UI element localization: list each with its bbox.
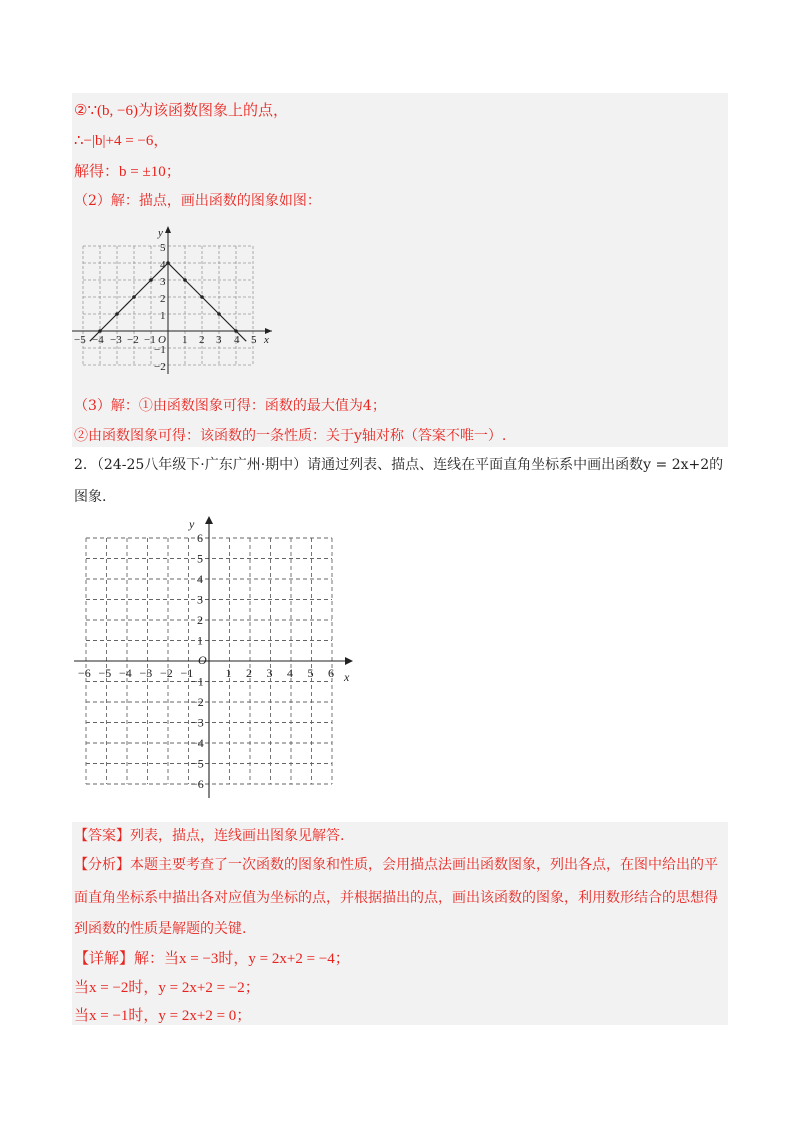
- y-tick-label: 6: [197, 531, 203, 545]
- y-tick-label: 5: [160, 242, 166, 254]
- analysis-tag: 【分析】: [74, 857, 130, 873]
- x-tick-label: −6: [78, 666, 91, 680]
- plot-point: [115, 312, 119, 316]
- origin-label: O: [158, 334, 166, 346]
- y-axis-label: y: [189, 517, 195, 531]
- plot-point: [183, 278, 187, 282]
- y-tick-label: −1: [154, 344, 166, 356]
- y-tick-label: 4: [197, 572, 203, 586]
- y-axis-label: y: [158, 227, 163, 239]
- y-tick-label: 4: [160, 259, 166, 271]
- y-tick-label: −5: [191, 756, 204, 771]
- y-tick-label: −2: [154, 361, 166, 373]
- x-tick-label: −1: [144, 334, 156, 346]
- analysis-line-3: 到函数的性质是解题的关键.: [74, 921, 247, 937]
- y-tick-label: −2: [191, 695, 204, 709]
- plot-point: [98, 329, 102, 333]
- solution-line-6: ②由函数图象可得：该函数的一条性质：关于y轴对称（答案不唯一）.: [74, 428, 507, 444]
- y-tick-label: 2: [160, 293, 166, 305]
- solution-line-3: 解得：b = ±10；: [74, 164, 181, 180]
- solution-line-4: （2）解：描点，画出函数的图象如图：: [74, 193, 321, 209]
- detail-line-3: 当x = −1时，y = 2x+2 = 0；: [74, 1008, 252, 1024]
- y-tick-label: 3: [160, 276, 166, 288]
- x-axis-label: x: [344, 670, 350, 684]
- plot-point: [132, 295, 136, 299]
- x-tick-label: 6: [328, 666, 334, 680]
- y-tick-label: −1: [191, 674, 204, 689]
- x-tick-label: −5: [74, 334, 86, 346]
- plot-point: [234, 329, 238, 333]
- x-tick-label: 4: [287, 666, 293, 680]
- x-tick-label: −3: [110, 334, 122, 346]
- x-tick-label: 1: [182, 334, 188, 346]
- y-tick-label: 5: [197, 551, 203, 566]
- answer-text: 列表，描点，连线画出图象见解答.: [130, 828, 345, 844]
- x-axis-arrow: [345, 657, 353, 665]
- y-axis-arrow: [165, 226, 171, 233]
- question-2-line-2: 图象.: [74, 489, 107, 505]
- y-tick-label: 2: [197, 613, 203, 627]
- x-tick-label: 3: [216, 334, 222, 346]
- x-tick-label: −2: [127, 334, 139, 346]
- x-tick-label: −5: [98, 666, 112, 680]
- plot-point: [166, 261, 170, 265]
- y-tick-label: 1: [197, 633, 203, 648]
- question-2-line-1: 2．（24-25八年级下·广东广州·期中）请通过列表、描点、连线在平面直角坐标系中画出函数y = 2x+2的: [74, 457, 724, 473]
- plot-point: [217, 312, 221, 316]
- y-tick-label: 3: [197, 592, 203, 607]
- detail-text-1: 解：当x = −3时，y = 2x+2 = −4；: [134, 951, 350, 967]
- function-graph-1: [66, 222, 286, 382]
- x-tick-label: 2: [199, 334, 205, 346]
- y-tick-label: −3: [191, 715, 204, 730]
- solution-line-5: （3）解：①由函数图象可得：函数的最大值为4；: [74, 398, 386, 414]
- x-tick-label: −2: [160, 666, 173, 680]
- answer-line: [74, 826, 344, 846]
- x-tick-label: 5: [251, 334, 257, 346]
- analysis-line-1: [74, 855, 718, 875]
- x-tick-label: 4: [234, 334, 240, 346]
- detail-line-2: 当x = −2时，y = 2x+2 = −2；: [74, 980, 260, 996]
- x-tick-label: 2: [246, 666, 252, 680]
- x-tick-label: −4: [119, 666, 132, 680]
- y-tick-label: 1: [160, 310, 166, 322]
- plot-point: [200, 295, 204, 299]
- solution-line-2: ∴−|b|+4 = −6，: [74, 133, 169, 149]
- x-tick-label: 1: [225, 666, 232, 680]
- analysis-line-2: 面直角坐标系中描出各对应值为坐标的点，并根据描出的点，画出该函数的图象，利用数形结合的思想得: [74, 890, 718, 906]
- x-tick-label: −4: [92, 334, 104, 346]
- x-tick-label: −3: [139, 666, 153, 680]
- x-tick-label: 3: [266, 666, 273, 680]
- detail-line-1: [74, 949, 350, 969]
- coordinate-grid-2: [70, 512, 370, 802]
- x-tick-label: 5: [307, 666, 314, 680]
- x-tick-label: −1: [180, 666, 194, 680]
- answer-tag: 【答案】: [74, 828, 130, 844]
- origin-label: O: [198, 653, 207, 667]
- y-tick-label: −4: [191, 736, 204, 750]
- y-axis-arrow: [205, 516, 213, 524]
- plot-point: [149, 278, 153, 282]
- solution-line-1: ②∵(b, −6)为该函数图象上的点，: [74, 103, 288, 119]
- analysis-text-1: 本题主要考查了一次函数的图象和性质，会用描点法画出函数图象，列出各点，在图中给出的平: [130, 857, 718, 873]
- detail-tag: 【详解】: [74, 951, 135, 967]
- y-tick-label: −6: [191, 777, 204, 791]
- x-axis-label: x: [264, 334, 269, 346]
